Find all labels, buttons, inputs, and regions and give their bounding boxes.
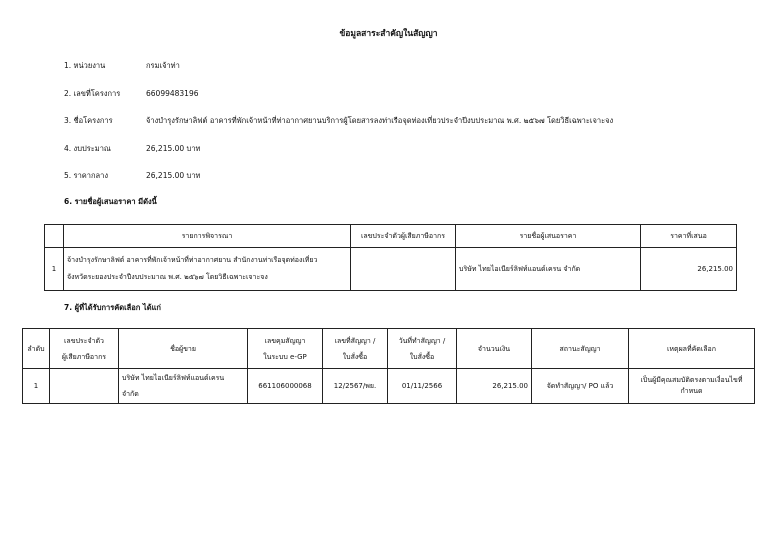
bidders-cell-bidder: บริษัท ไทยไอเนียร์ลิฟท์แอนด์เครน จำกัด [456,248,641,291]
field-project-no-value: 66099483196 [146,89,199,98]
winner-col-seq: ลำดับ [23,329,50,369]
bidders-cell-index: 1 [45,248,64,291]
winner-col-contract-ref-line2: ใบสั่งซื้อ [342,352,368,361]
field-project-name [64,115,613,127]
bidders-col-price: ราคาที่เสนอ [641,225,737,248]
winner-col-contract-ref-line1: เลขที่สัญญา / [334,336,376,345]
bidders-cell-item [64,248,351,291]
field-project-no-label: 2. เลขที่โครงการ [64,89,121,98]
winner-col-contract-ref [323,329,388,369]
winner-col-amount: จำนวนเงิน [457,329,532,369]
bidders-cell-price: 26,215.00 [641,248,737,291]
section-bidders-heading: 6. รายชื่อผู้เสนอราคา มีดังนี้ [64,197,157,206]
bidders-cell-taxid [351,248,456,291]
field-budget-label: 4. งบประมาณ [64,144,111,153]
winner-col-contract-no [248,329,323,369]
winner-col-status: สถานะสัญญา [532,329,629,369]
table-row [45,248,737,291]
winner-cell-seller-line1: บริษัท ไทยไอเนียร์ลิฟท์แอนด์เครน [122,374,225,382]
bidders-cell-item-line1: จ้างบำรุงรักษาลิฟต์ อาคารที่พักเจ้าหน้าที่ท่าอากาศยาน สำนักงานท่าเรือจุดท่องเที่ยว [67,256,318,264]
field-budget [64,143,200,155]
table-row [23,369,755,404]
field-median-price [64,170,200,182]
winner-col-taxid-line2: ผู้เสียภาษีอากร [61,352,107,361]
winner-col-contract-date [388,329,457,369]
winner-cell-seller [119,369,248,404]
winner-cell-status: จัดทำสัญญา/ PO แล้ว [532,369,629,404]
section-winner-heading: 7. ผู้ที่ได้รับการคัดเลือก ได้แก่ [64,303,161,312]
winner-cell-contract-date: 01/11/2566 [388,369,457,404]
winner-cell-seq: 1 [23,369,50,404]
bidders-col-taxid: เลขประจำตัวผู้เสียภาษีอากร [351,225,456,248]
winner-col-taxid [50,329,119,369]
bidders-cell-item-line2: จังหวัดระยองประจำปีงบประมาณ พ.ศ. ๒๕๖๗ โดยวิธีเฉพาะเจาะจง [67,273,268,281]
field-project-no [64,88,199,100]
bidders-table-header-row [45,225,737,248]
field-budget-value: 26,215.00 บาท [146,144,201,153]
winner-col-contract-date-line1: วันที่ทำสัญญา / [398,336,446,345]
winner-cell-seller-line2: จำกัด [122,390,139,398]
field-median-price-value: 26,215.00 บาท [146,171,201,180]
bidders-col-index [45,225,64,248]
winner-col-contract-date-line2: ใบสั่งซื้อ [409,352,435,361]
field-agency [64,60,180,72]
winner-col-seller: ชื่อผู้ขาย [119,329,248,369]
bidders-table [44,224,737,291]
winner-col-reason: เหตุผลที่คัดเลือก [629,329,755,369]
field-agency-value: กรมเจ้าท่า [146,61,180,70]
winner-cell-contract-no: 661106000068 [248,369,323,404]
winner-cell-contract-ref: 12/2567/พย. [323,369,388,404]
field-agency-label: 1. หน่วยงาน [64,61,106,70]
bidders-col-item: รายการพิจารณา [64,225,351,248]
page-title: ข้อมูลสาระสำคัญในสัญญา [339,29,438,39]
winner-col-contract-no-line2: ในระบบ e-GP [263,352,307,361]
winner-cell-reason: เป็นผู้มีคุณสมบัติตรงตามเงื่อนไขที่กำหนด [629,369,755,404]
winner-table [22,328,755,404]
bidders-col-bidder: รายชื่อผู้เสนอราคา [456,225,641,248]
field-median-price-label: 5. ราคากลาง [64,171,109,180]
field-project-name-value: จ้างบำรุงรักษาลิฟต์ อาคารที่พักเจ้าหน้าที่ท่าอากาศยานบริการผู้โดยสารลงท่าเรือจุดท่องเที่ยวประจำปีงบประมาณ พ.ศ. ๒๕๖๗ โดยวิธีเฉพาะเจาะจง [146,116,614,125]
field-project-name-label: 3. ชื่อโครงการ [64,116,113,125]
winner-table-header-row [23,329,755,369]
winner-cell-amount: 26,215.00 [457,369,532,404]
winner-col-taxid-line1: เลขประจำตัว [64,336,104,345]
winner-col-contract-no-line1: เลขคุมสัญญา [264,336,306,345]
winner-cell-taxid [50,369,119,404]
